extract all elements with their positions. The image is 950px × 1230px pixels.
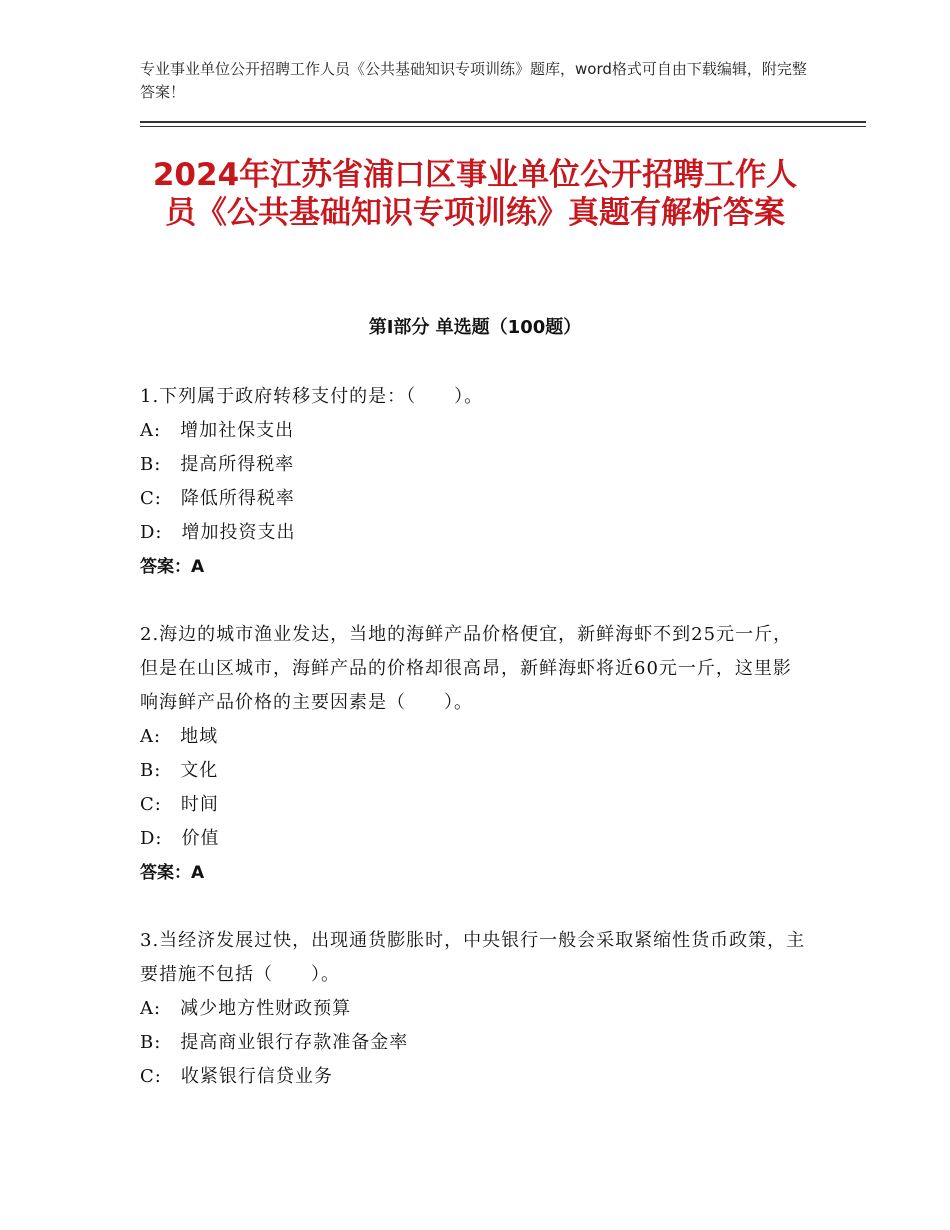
section-title: 第Ⅰ部分 单选题（100题）: [368, 317, 582, 338]
header-note: 专业事业单位公开招聘工作人员《公共基础知识专项训练》题库，word格式可自由下载编辑，附完整答案！: [140, 60, 807, 101]
answer-line: 答案：A: [140, 557, 205, 577]
option-c: C: 降低所得税率: [140, 488, 295, 509]
header-divider-thin: [140, 126, 866, 127]
answer-line: 答案：A: [140, 863, 205, 883]
option-d: D: 增加投资支出: [140, 522, 296, 543]
question-stem: 2.海边的城市渔业发达，当地的海鲜产品价格便宜，新鲜海虾不到25元一斤，但是在山区城市，海鲜产品的价格却很高昂，新鲜海虾将近60元一斤，这里影响海鲜产品价格的主要因素是（ ）。: [140, 624, 793, 713]
question-stem: 3.当经济发展过快，出现通货膨胀时，中央银行一般会采取紧缩性货币政策，主要措施不包括（ ）。: [140, 930, 806, 985]
question-stem: 1.下列属于政府转移支付的是：（ ）。: [140, 386, 484, 407]
question-list: [140, 380, 810, 1128]
header-divider-thick: [140, 121, 866, 123]
option-d: D: 价值: [140, 828, 220, 849]
option-b: B: 提高商业银行存款准备金率: [140, 1032, 409, 1053]
question-3: [140, 924, 810, 1094]
option-a: A: 减少地方性财政预算: [140, 998, 352, 1019]
option-b: B: 文化: [140, 760, 219, 781]
document-title: 2024年江苏省浦口区事业单位公开招聘工作人员《公共基础知识专项训练》真题有解析答案: [152, 157, 798, 231]
option-c: C: 收紧银行信贷业务: [140, 1066, 333, 1087]
option-b: B: 提高所得税率: [140, 454, 295, 475]
option-a: A: 地域: [140, 726, 219, 747]
question-1: [140, 380, 810, 584]
option-c: C: 时间: [140, 794, 219, 815]
option-a: A: 增加社保支出: [140, 420, 295, 441]
question-2: [140, 618, 810, 890]
